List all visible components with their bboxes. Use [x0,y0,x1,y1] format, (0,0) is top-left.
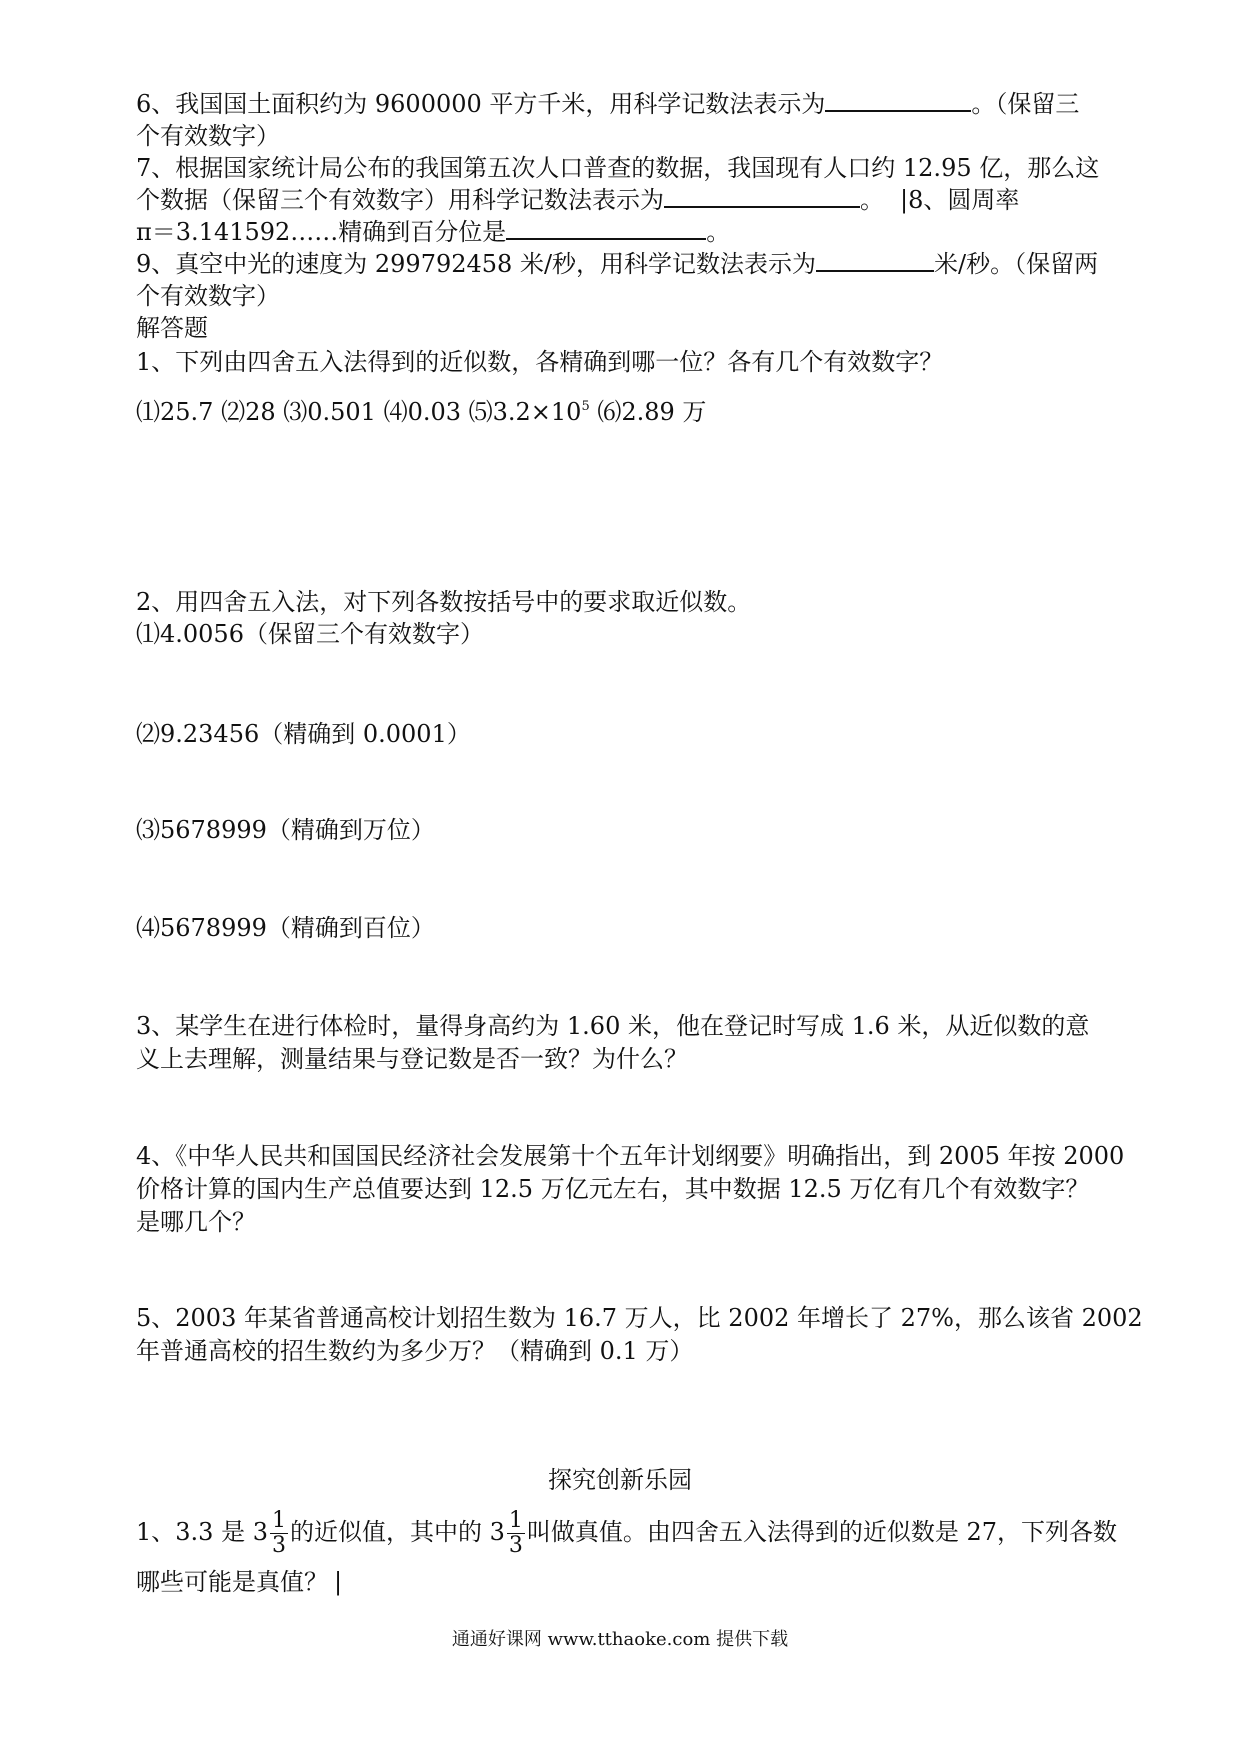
explore-question-1: 1、3.3 是 3 $\frac{1}{3}$ 的近似值，其中的 3 $\frac{1}{3}$ 叫做真值。由四舍五入法得到的近似数是 27，下列各数 [136,1508,1118,1558]
answer-blank[interactable] [664,184,860,208]
answer-question-2: 2、用四舍五入法，对下列各数按括号中的要求取近似数。 [136,588,752,616]
section-title: 解答题 [136,314,208,342]
answer-question-2d: ⑷5678999（精确到百位） [136,914,435,942]
answer-question-2c: ⑶5678999（精确到万位） [136,816,435,844]
answer-blank[interactable] [506,216,706,240]
answer-question-4-cont: 价格计算的国内生产总值要达到 12.5 万亿元左右，其中数据 12.5 万亿有几个有效数字？ [136,1175,1090,1203]
answer-question-1: 1、下列由四舍五入法得到的近似数，各精确到哪一位？各有几个有效数字？ [136,348,944,376]
question-8: π＝3.141592……精确到百分位是 。 [136,218,731,246]
question-9-cont: 个有效数字） [136,282,280,310]
question-6: 6、我国国土面积约为 9600000 平方千米，用科学记数法表示为 。（保留三 [136,90,1080,118]
answer-question-2a: ⑴4.0056（保留三个有效数字） [136,620,484,648]
answer-question-5: 5、2003 年某省普通高校计划招生数为 16.7 万人，比 2002 年增长了 27%，那么该省 2002 [136,1304,1143,1332]
fraction: $\frac{1}{3}$ [271,1508,286,1558]
answer-question-1-items: ⑴25.7 ⑵28 ⑶0.501 ⑷0.03 $⑸3.2\times 10^5$ ⑹2.89 万 [136,398,707,426]
answer-question-5-cont: 年普通高校的招生数约为多少万？（精确到 0.1 万） [136,1337,694,1365]
answer-blank[interactable] [816,248,934,272]
question-7: 7、根据国家统计局公布的我国第五次人口普查的数据，我国现有人口约 12.95 亿，那么这 [136,154,1100,182]
answer-blank[interactable] [825,88,971,112]
footer-credit: 通通好课网 www.tthaoke.com 提供下载 [451,1629,789,1650]
answer-question-4-cont2: 是哪几个？ [136,1208,256,1236]
answer-question-3: 3、某学生在进行体检时，量得身高约为 1.60 米，他在登记时写成 1.6 米，从近似数的意 [136,1012,1090,1040]
explore-question-1-cont: 哪些可能是真值？ | [136,1568,343,1596]
answer-question-3-cont: 义上去理解，测量结果与登记数是否一致？为什么？ [136,1045,688,1073]
answer-question-2b: ⑵9.23456（精确到 0.0001） [136,720,471,748]
question-6-cont: 个有效数字） [136,122,280,150]
question-7-cont: 个数据（保留三个有效数字）用科学记数法表示为 。 |8、圆周率 [136,186,1020,214]
question-9: 9、真空中光的速度为 299792458 米/秒，用科学记数法表示为 米/秒。（保留两 [136,250,1099,278]
answer-question-4: 4、《中华人民共和国国民经济社会发展第十个五年计划纲要》明确指出，到 2005 年按 2000 [136,1142,1125,1170]
explore-title: 探究创新乐园 [548,1466,692,1494]
fraction: $\frac{1}{3}$ [508,1508,523,1558]
